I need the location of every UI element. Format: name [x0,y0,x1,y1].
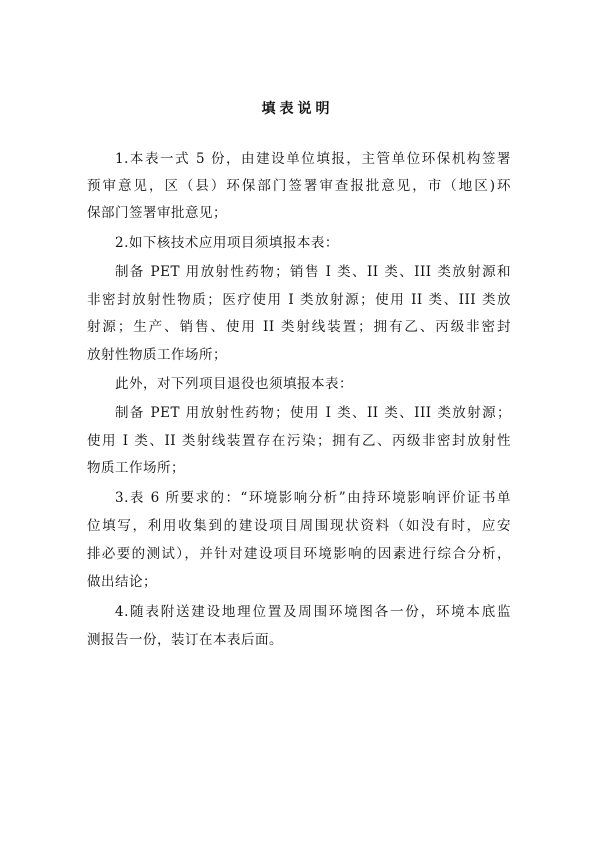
page-title: 填表说明 [261,101,334,117]
paragraph-line: 2.如下核技术应用项目须填报本表： [115,235,339,251]
paragraph-line: 3.表 6 所要求的：“环境影响分析”由持环境影响评价证书单 [115,490,511,506]
paragraph-line: 制备 PET 用放射性药物；使用 I 类、II 类、III 类放射源； [115,405,511,421]
paragraph-line: 保部门签署审批意见； [87,205,227,221]
paragraph-line: 物质工作场所； [87,460,185,476]
paragraph-line: 排必要的测试），并针对建设项目环境影响的因素进行综合分析， [87,546,511,562]
paragraph-line: 测报告一份，装订在本表后面。 [87,632,283,648]
paragraph-line: 射源；生产、销售、使用 II 类射线装置；拥有乙、丙级非密封 [87,319,511,335]
paragraph-line: 预审意见，区（县）环保部门签署审查报批意见，市（地区)环 [87,178,511,194]
paragraph-line: 位填写，利用收集到的建设项目周围现状资料（如没有时，应安 [87,518,511,534]
paragraph-line: 放射性物质工作场所； [87,347,227,363]
paragraph-line: 做出结论； [87,574,157,590]
paragraph-line: 1.本表一式 5 份，由建设单位填报，主管单位环保机构签署 [115,151,511,167]
paragraph-line: 使用 I 类、II 类射线装置存在污染；拥有乙、丙级非密封放射性 [87,433,511,449]
paragraph-line: 非密封放射性物质；医疗使用 I 类放射源；使用 II 类、III 类放 [87,292,511,308]
paragraph-line: 4.随表附送建设地理位置及周围环境图各一份，环境本底监 [115,604,511,620]
paragraph-line: 制备 PET 用放射性药物；销售 I 类、II 类、III 类放射源和 [115,264,511,280]
paragraph-line: 此外，对下列项目退役也须填报本表： [115,376,353,392]
